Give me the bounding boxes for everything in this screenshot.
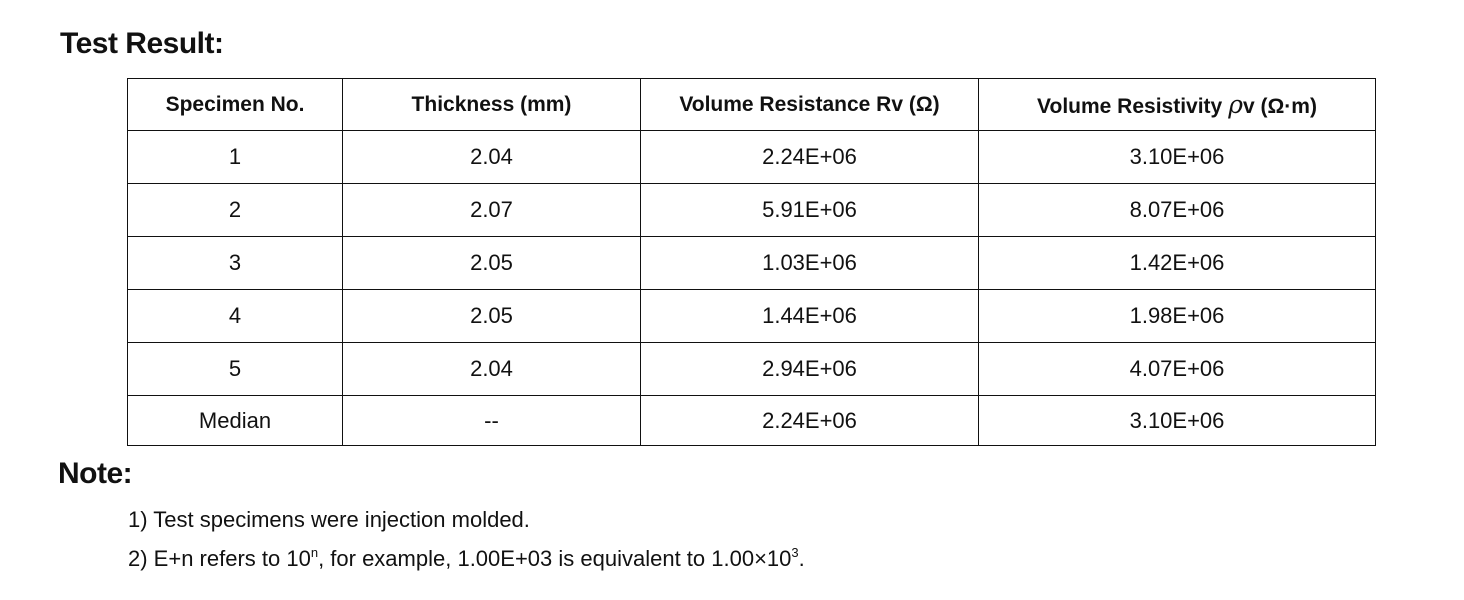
cell-thickness: -- (343, 396, 641, 446)
cell-resistivity: 1.42E+06 (979, 237, 1376, 290)
header-resistivity-label: Volume Resistivity (1037, 95, 1223, 118)
cell-resistivity: 3.10E+06 (979, 131, 1376, 184)
cell-resistance: 2.24E+06 (641, 131, 979, 184)
cell-resistivity: 1.98E+06 (979, 290, 1376, 343)
cell-resistance: 2.24E+06 (641, 396, 979, 446)
table-row-median (128, 396, 1376, 446)
cell-thickness: 2.07 (343, 184, 641, 237)
rho-symbol: ρ (1228, 90, 1243, 119)
cell-resistance: 1.03E+06 (641, 237, 979, 290)
table-row (128, 290, 1376, 343)
note-item-2 (128, 539, 805, 578)
table-row (128, 237, 1376, 290)
cell-specimen: 4 (128, 290, 343, 343)
header-specimen: Specimen No. (128, 79, 343, 131)
note-item-2-superscript-3: 3 (791, 545, 799, 560)
cell-resistance: 5.91E+06 (641, 184, 979, 237)
table-row (128, 343, 1376, 396)
cell-resistivity: 3.10E+06 (979, 396, 1376, 446)
cell-resistivity: 8.07E+06 (979, 184, 1376, 237)
cell-specimen: Median (128, 396, 343, 446)
note-item-1: 1) Test specimens were injection molded. (128, 507, 530, 532)
header-resistivity-unit: v (Ω·m) (1242, 95, 1317, 118)
cell-resistance: 1.44E+06 (641, 290, 979, 343)
page-title: Test Result: (60, 27, 224, 60)
header-thickness: Thickness (mm) (343, 79, 641, 131)
note-item-2-text-a: 2) E+n refers to 10 (128, 546, 311, 571)
header-resistance: Volume Resistance Rv (Ω) (641, 79, 979, 131)
note-title: Note: (58, 457, 133, 490)
cell-thickness: 2.05 (343, 290, 641, 343)
cell-resistivity: 4.07E+06 (979, 343, 1376, 396)
note-item-2-superscript-n: n (310, 545, 319, 560)
note-item-2-text-c: . (798, 546, 805, 571)
note-item-2-text-b: , for example, 1.00E+03 is equivalent to 1.00×10 (318, 546, 792, 571)
table-row (128, 184, 1376, 237)
header-resistivity (979, 79, 1376, 131)
cell-thickness: 2.04 (343, 131, 641, 184)
cell-specimen: 5 (128, 343, 343, 396)
table-row (128, 131, 1376, 184)
cell-thickness: 2.05 (343, 237, 641, 290)
test-result-table (127, 78, 1376, 446)
table-header-row (128, 79, 1376, 131)
cell-resistance: 2.94E+06 (641, 343, 979, 396)
note-list (128, 500, 805, 578)
cell-specimen: 2 (128, 184, 343, 237)
cell-thickness: 2.04 (343, 343, 641, 396)
cell-specimen: 3 (128, 237, 343, 290)
cell-specimen: 1 (128, 131, 343, 184)
